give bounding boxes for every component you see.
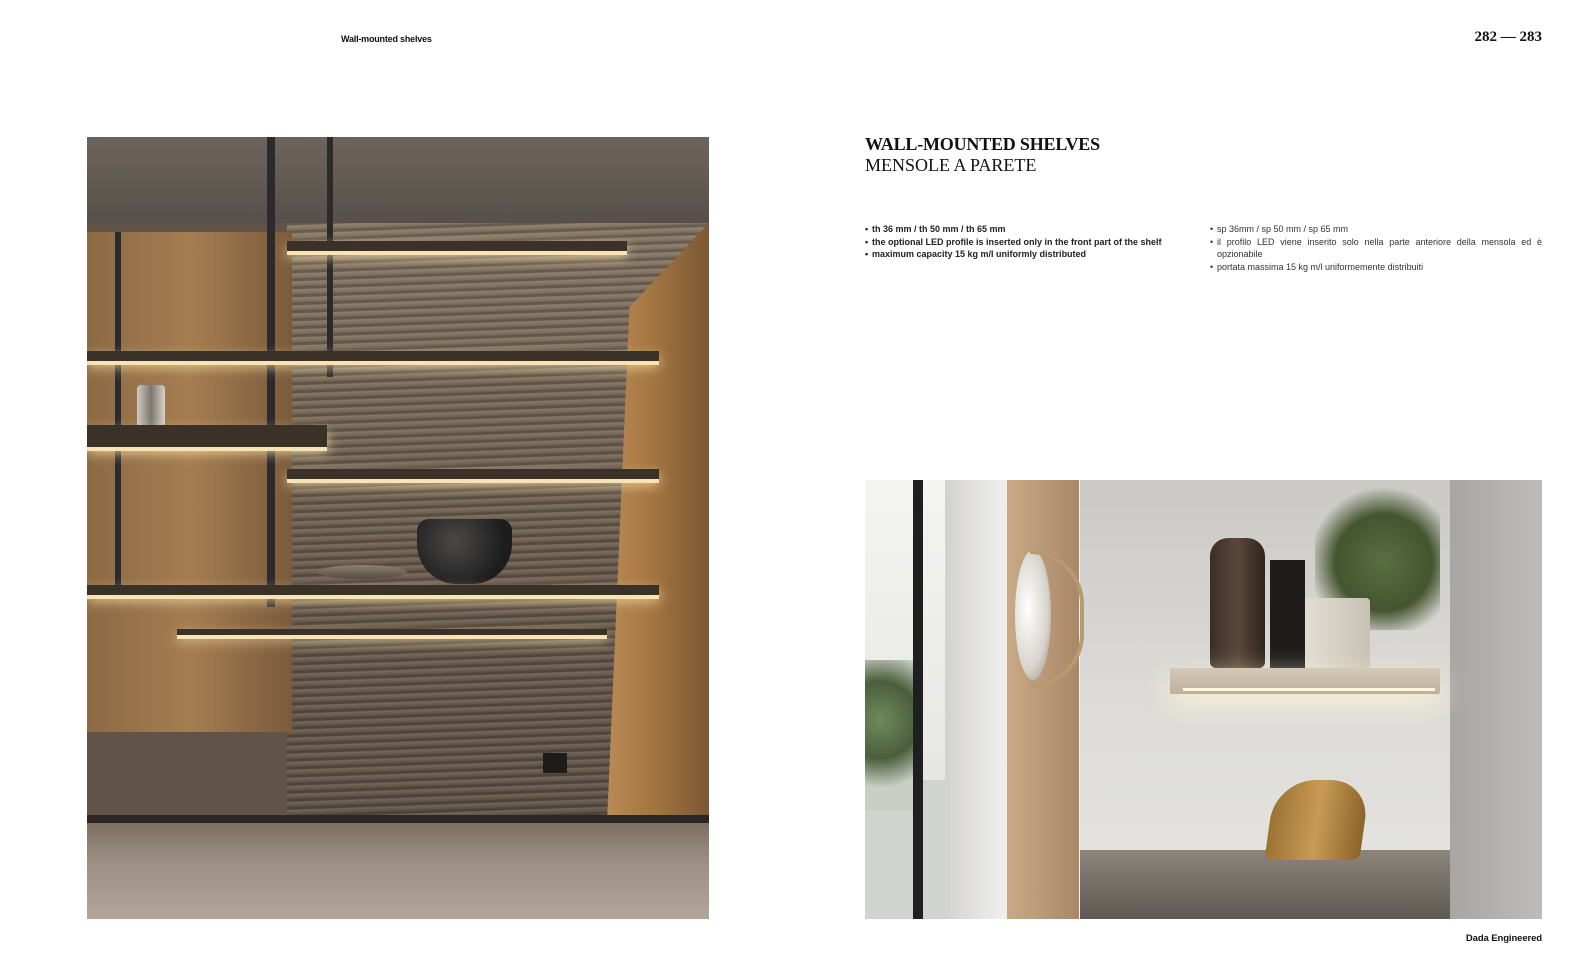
lit-shelf	[87, 425, 327, 447]
lit-shelf	[87, 351, 659, 361]
ceramic-jar	[1305, 598, 1370, 668]
countertop	[87, 823, 709, 919]
hanging-rod	[327, 137, 333, 377]
page-numbers: 282 — 283	[1474, 29, 1542, 45]
cabinet-frame-post	[267, 137, 275, 607]
under-cabinet-light	[177, 629, 607, 635]
countertop	[1080, 850, 1450, 919]
shelf-niche-photo	[865, 480, 1542, 919]
title-english: WALL-MOUNTED SHELVES	[865, 134, 1100, 154]
spec-item: • the optional LED profile is inserted only in the front part of the shelf	[865, 236, 1185, 249]
specs-italian	[1210, 223, 1542, 273]
black-bowl	[417, 519, 512, 584]
cabinet-frame-post	[115, 232, 121, 597]
wall-socket	[543, 753, 567, 773]
spec-item: • th 36 mm / th 50 mm / th 65 mm	[865, 223, 1185, 236]
spec-item: • sp 36mm / sp 50 mm / sp 65 mm	[1210, 223, 1542, 236]
lit-shelf	[287, 241, 627, 251]
outdoor-plants	[865, 660, 915, 810]
specs-english	[865, 223, 1185, 261]
window-post	[913, 480, 923, 919]
spec-item: • maximum capacity 15 kg m/l uniformly distributed	[865, 248, 1185, 261]
brand-name: Dada Engineered	[1465, 933, 1542, 944]
photo-ceiling	[87, 137, 709, 223]
black-canister	[1270, 560, 1305, 668]
wood-strip	[1007, 480, 1079, 919]
spec-item: • portata massima 15 kg m/l uniformemente distribuiti	[1210, 261, 1542, 274]
stacked-plates	[317, 565, 407, 579]
spec-item: • il profilo LED viene inserito solo nella parte anteriore della mensola ed è opzionabile	[1210, 236, 1542, 261]
title-block	[865, 134, 1100, 176]
lit-shelf	[287, 469, 659, 479]
niche-side-wall	[1450, 480, 1542, 919]
kitchen-shelves-photo	[87, 137, 709, 919]
led-profile	[1183, 688, 1435, 691]
clay-vase	[1210, 538, 1265, 668]
glass-jug	[137, 385, 165, 427]
lit-shelf	[87, 585, 659, 595]
title-italian: MENSOLE A PARETE	[865, 155, 1037, 175]
section-label: Wall-mounted shelves	[341, 34, 432, 44]
